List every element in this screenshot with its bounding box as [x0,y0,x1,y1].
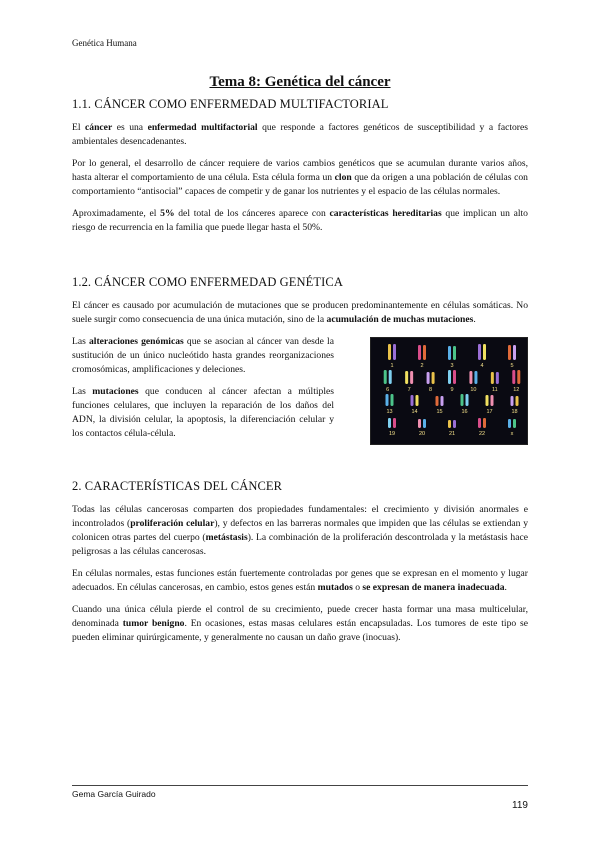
text-run: En células normales, estas funciones están fuertemente controladas por genes que se expresan en el momento y lugar adecuados. En células cancerosas, en cambio, estos genes están [72,568,528,593]
chromosome [388,418,391,428]
paragraph [72,385,334,441]
chromosome [474,371,477,384]
chromosome [410,371,413,384]
chromosome [478,418,481,428]
paragraph [72,157,528,199]
chromosome-label: 17 [486,409,493,415]
chromosome [391,394,394,406]
chromosome [393,344,396,360]
chromosome-label: 2 [420,363,424,369]
chromosome [448,370,451,384]
chromosome [508,345,511,360]
text-run: . [504,582,507,593]
chromosome [478,344,481,360]
page-number: 119 [512,800,528,811]
paragraph [72,603,528,645]
chromosome [411,395,414,406]
chromosome [448,420,451,428]
chromosome [427,372,430,384]
chromosome [432,372,435,384]
bold-term: cáncer [85,122,113,133]
chromosome-label: 22 [478,431,486,437]
chromosome [461,394,464,406]
chromosome [483,418,486,428]
text-run: ). La combinación de la proliferación descontrolada y la metástasis hace peligrosas a las células cancerosas. [72,532,528,557]
text-run: Las [72,386,93,397]
karyotype-section [72,335,528,441]
chromosome [423,419,426,428]
text-run: o [352,582,363,593]
bold-term: mutados [317,582,353,593]
chromosome [441,396,444,406]
text-run: que responde a factores genéticos de susceptibilidad y a factores ambientales desencadenantes. [72,122,528,147]
chromosome-label: 16 [461,409,468,415]
chromosome [418,419,421,428]
chromosome [418,345,421,360]
chromosome [491,372,494,384]
chromosome [516,396,519,406]
chromosome-label: 20 [418,431,426,437]
bold-term: características hereditarias [329,208,442,219]
chromosome [386,394,389,406]
text-run: que da origen a una población de células con comportamiento “antisocial” capaces de competir y de ganar los nutrientes y el espacio de las células normales. [72,172,528,197]
chromosome-label: 1 [390,363,394,369]
chromosome-label: 21 [448,431,456,437]
chromosome [513,419,516,428]
page-title: Tema 8: Genética del cáncer [209,74,391,90]
chromosome [448,346,451,360]
chromosome [393,418,396,428]
bold-term: 5% [160,208,175,219]
footer-author: Gema García Guirado [72,789,156,799]
chromosome [508,419,511,428]
bold-term: metástasis [205,532,248,543]
chromosome [466,394,469,406]
bold-term: mutaciones [92,386,139,397]
text-run: que implican un alto riesgo de recurrencia en la familia que puede llegar hasta el 50%. [72,208,528,233]
bold-term: tumor benigno [122,618,185,629]
page-body [72,68,528,653]
text-run: Aproximadamente, el [72,208,161,219]
chromosome [491,395,494,406]
chromosome [416,395,419,406]
chromosome [483,344,486,360]
bold-term: enfermedad multifactorial [147,122,258,133]
chromosome-label: 6 [386,387,390,393]
bold-term: alteraciones genómicas [88,336,184,347]
chromosome-label: 11 [491,387,498,393]
text-run: que conducen al cáncer afectan a múltiples funciones celulares, que incluyen la reparación de los daños del ADN, la división celular, la apoptosis, la diferenciación celular y los contactos célula-célula. [72,386,334,439]
bold-term: se expresan de manera inadecuada [362,582,505,593]
chromosome-label: 7 [407,387,411,393]
text-run: es una [112,122,148,133]
text-run: Todas las células cancerosas comparten dos propiedades fundamentales: el crecimiento y división anormales e incontrolados ( [72,504,528,529]
chromosome [384,370,387,384]
paragraph [72,299,528,327]
chromosome-label: 9 [450,387,454,393]
chromosome [405,371,408,384]
section-heading-1-2: 1.2. CÁNCER COMO ENFERMEDAD GENÉTICA [72,275,343,289]
section-heading-1-1: 1.1. CÁNCER COMO ENFERMEDAD MULTIFACTORIAL [72,97,389,111]
chromosome [496,372,499,384]
chromosome [486,395,489,406]
bold-term: proliferación celular [130,518,215,529]
text-run: . En ocasiones, estas masas celulares están encapsuladas. Los tumores de este tipo se pueden eliminar quirúrgicamente, y generalmente no causan un daño grave (inocuas). [72,618,528,643]
text-run: . [473,314,476,325]
chromosome [436,396,439,406]
chromosome [513,345,516,360]
paragraph [72,207,528,235]
text-run: ), y defectos en las barreras normales que impiden que las células se extiendan y colonicen otras partes del cuerpo ( [72,518,529,543]
text-run: que se asocian al cáncer van desde la sustitución de un único nucleótido hasta grandes reorganizaciones cromosómicas, amplificaciones y deleciones. [72,336,334,375]
text-run: Cuando una única célula pierde el control de su crecimiento, puede crecer hasta formar una masa multicelular, denominada [72,604,528,629]
chromosome-label: 14 [411,409,418,415]
chromosome [511,396,514,406]
chromosome [512,370,515,384]
chromosome-label: 8 [429,387,433,393]
paragraph [72,503,528,559]
chromosome [423,345,426,360]
chromosome-label: x [510,431,514,437]
text-run: Por lo general, el desarrollo de cáncer requiere de varios cambios genéticos que se acumulan durante varios años, hasta alterar el comportamiento de una célula. Esta célula forma un [72,158,528,183]
chromosome [388,344,391,360]
footer-rule [72,785,528,786]
chromosome-label: 13 [386,409,393,415]
paragraph [72,121,528,149]
chromosome [453,420,456,428]
chromosome [453,346,456,360]
chromosome [469,371,472,384]
text-run: El [72,122,86,133]
chromosome-label: 12 [513,387,520,393]
bold-term: acumulación de muchas mutaciones [326,314,474,325]
chromosome [517,370,520,384]
chromosome-label: 4 [480,363,484,369]
section-heading-2: 2. CARACTERÍSTICAS DEL CÁNCER [72,479,283,493]
bold-term: clon [334,172,352,183]
chromosome [389,370,392,384]
paragraph [72,567,528,595]
text-run: Las [72,336,89,347]
karyotype-image [370,337,528,445]
chromosome-label: 19 [388,431,396,437]
running-header: Genética Humana [72,38,137,48]
chromosome-label: 15 [436,409,443,415]
chromosome [453,370,456,384]
chromosome-label: 5 [510,363,514,369]
chromosome-label: 3 [450,363,454,369]
paragraph [72,335,334,377]
chromosome-label: 18 [511,409,518,415]
text-run: del total de los cánceres aparece con [174,208,330,219]
text-run: El cáncer es causado por acumulación de mutaciones que se producen predominantemente en células somáticas. No suele surgir como consecuencia de una única mutación, sino de la [72,300,528,325]
chromosome-label: 10 [470,387,477,393]
